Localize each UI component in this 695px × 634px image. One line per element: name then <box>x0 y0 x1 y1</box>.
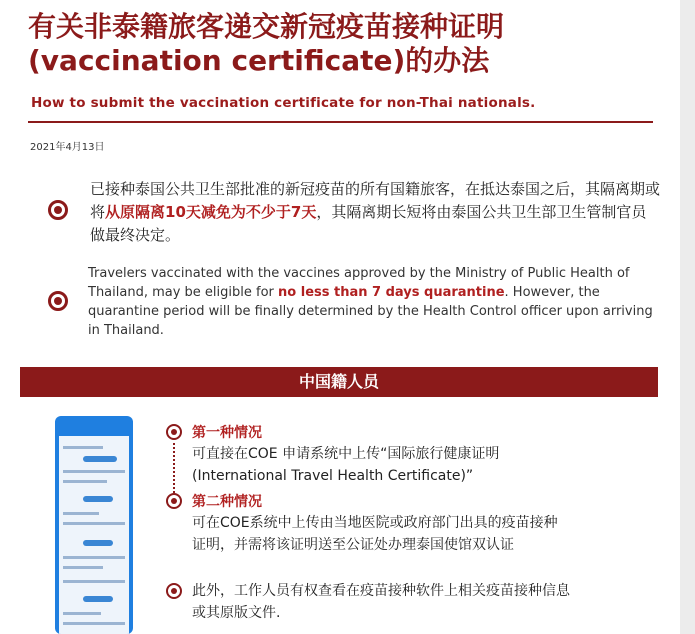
title-english: (vaccination certificate)的办法 <box>28 44 490 77</box>
case1-title: 第一种情况 <box>192 425 262 441</box>
page-edge <box>680 0 695 634</box>
screen-line <box>63 580 125 583</box>
screen-line <box>63 512 99 515</box>
screen-badge <box>83 596 113 602</box>
page-subtitle: How to submit the vaccination certificate for non-Thai nationals. <box>31 95 536 111</box>
title-chinese: 有关非泰籍旅客递交新冠疫苗接种证明 <box>28 10 505 43</box>
case2-line: 可在COE系统中上传由当地医院或政府部门出具的疫苗接种 <box>192 515 558 531</box>
screen-badge <box>83 456 117 462</box>
extra-line: 或其原版文件. <box>192 605 281 621</box>
screen-line <box>63 556 125 559</box>
section-banner: 中国籍人员 <box>20 367 658 397</box>
screen-badge <box>83 540 113 546</box>
title-divider <box>28 121 653 123</box>
phone-screen <box>59 436 129 634</box>
dotted-connector <box>173 443 175 493</box>
page-title <box>28 10 668 78</box>
screen-line <box>63 470 125 473</box>
case1-line: 可直接在COE 申请系统中上传“国际旅行健康证明 <box>192 446 500 462</box>
case2-title: 第二种情况 <box>192 494 262 510</box>
intro-english-paragraph <box>88 264 663 340</box>
screen-badge <box>83 496 113 502</box>
publish-date: 2021年4月13日 <box>30 142 105 153</box>
intro-en-highlight: no less than 7 days quarantine <box>278 285 505 300</box>
extra-line: 此外，工作人员有权查看在疫苗接种软件上相关疫苗接种信息 <box>192 583 570 599</box>
case2-text <box>192 512 558 556</box>
intro-en-text: Travelers vaccinated with the vaccines approved by the Ministry of Public Health of Thailand, may be eligible for <box>88 266 630 300</box>
intro-cn-highlight: 从原隔离10天减免为不少于7天 <box>105 203 317 221</box>
intro-cn-text: 已接种泰国公共卫生部批准的新冠疫苗的所有国籍旅客，在抵达泰国之后，其隔离期或将 <box>90 180 661 221</box>
certificate-app-screenshot <box>55 416 133 634</box>
intro-cn-text-end: ，其隔离期长短将由泰国公共卫生部卫生管制官员做最终决定。 <box>90 203 647 244</box>
intro-chinese-paragraph <box>90 178 660 247</box>
case1-line: (International Travel Health Certificate)” <box>192 468 474 484</box>
screen-line <box>63 622 125 625</box>
screen-line <box>63 522 125 525</box>
extra-bullet-icon <box>166 583 182 599</box>
target-bullet-icon <box>48 291 68 311</box>
case2-bullet-icon <box>166 493 182 509</box>
screen-line <box>63 480 107 483</box>
case1-text <box>192 443 499 487</box>
case2-line: 证明，并需将该证明送至公证处办理泰国使馆双认证 <box>192 537 514 553</box>
target-bullet-icon <box>48 200 68 220</box>
screen-line <box>63 566 103 569</box>
extra-note <box>192 580 570 624</box>
case1-bullet-icon <box>166 424 182 440</box>
screen-line <box>63 612 101 615</box>
screen-line <box>63 446 103 449</box>
intro-en-text-end: . However, the quarantine period will be finally determined by the Health Control officer upon arriving in Thailand. <box>88 285 653 338</box>
